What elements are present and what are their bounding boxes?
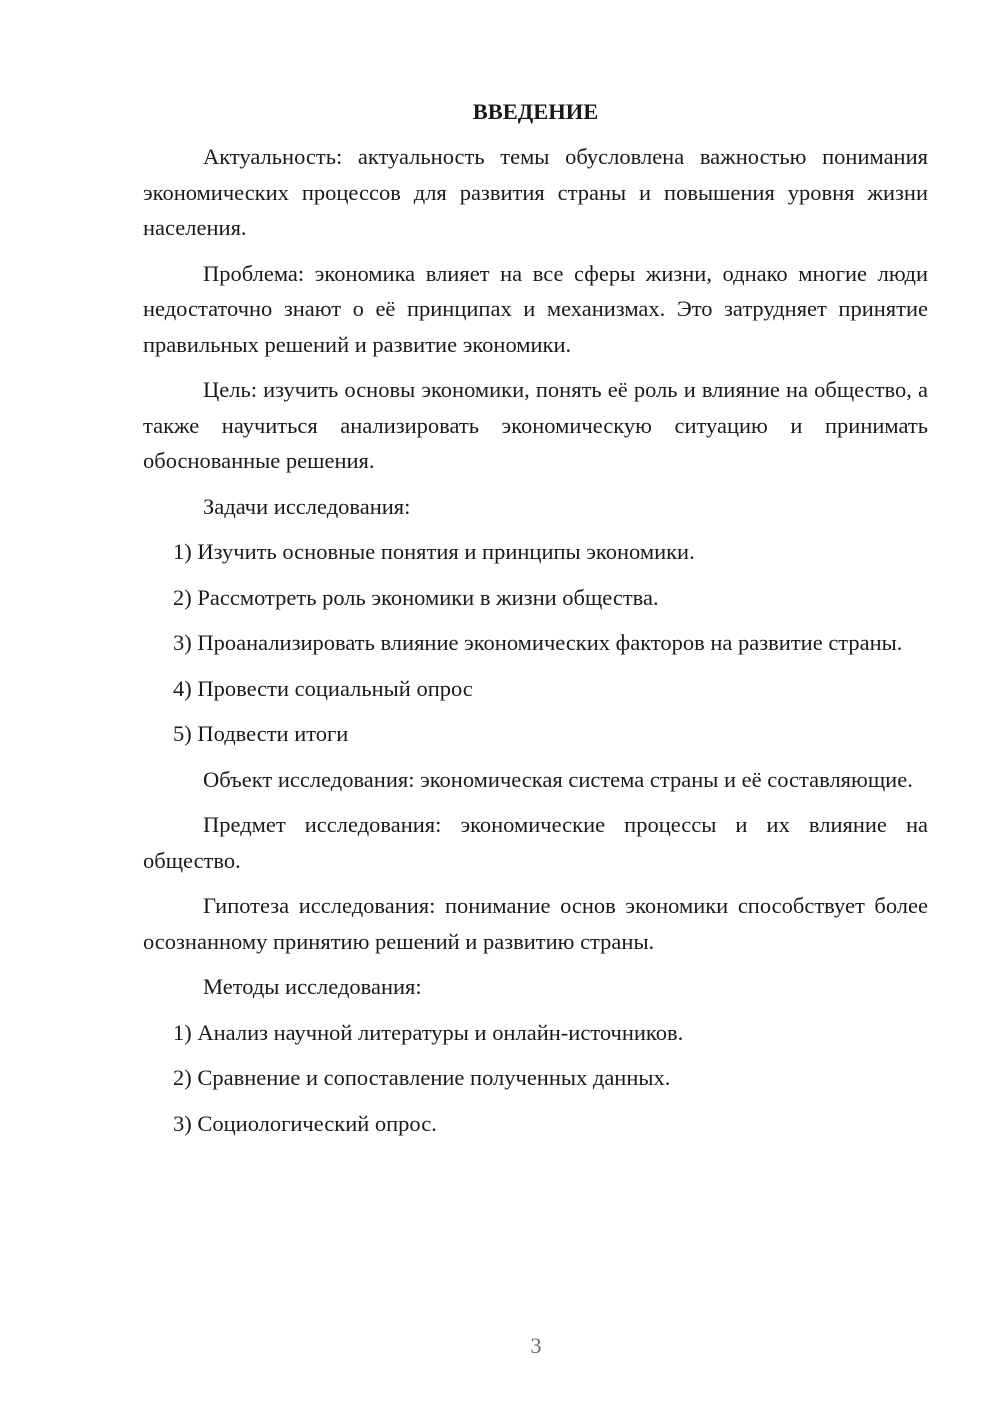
method-item: 1) Анализ научной литературы и онлайн-источников. bbox=[173, 1019, 684, 1045]
relevance-paragraph: Актуальность: актуальность темы обусловлена важностью понимания экономических процессов для развития страны и повышения уровня жизни населения. bbox=[143, 144, 928, 240]
task-item: 2) Рассмотреть роль экономики в жизни общества. bbox=[173, 584, 659, 610]
problem-paragraph: Проблема: экономика влияет на все сферы жизни, однако многие люди недостаточно знают о её принципах и механизмах. Это затрудняет принятие правильных решений и развитие экономики. bbox=[143, 260, 928, 357]
section-title: ВВЕДЕНИЕ bbox=[472, 99, 599, 124]
task-item: 3) Проанализировать влияние экономических факторов на развитие страны. bbox=[173, 630, 903, 655]
goal-paragraph: Цель: изучить основы экономики, понять её роль и влияние на общество, а также научиться анализировать экономическую ситуацию и принимать обоснованные решения. bbox=[143, 377, 928, 473]
object-paragraph: Объект исследования: экономическая система страны и её составляющие. bbox=[203, 766, 913, 792]
hypothesis-paragraph: Гипотеза исследования: понимание основ экономики способствует более осознанному принятию решений и развитию страны. bbox=[143, 893, 928, 954]
method-item: 2) Сравнение и сопоставление полученных данных. bbox=[173, 1065, 671, 1090]
methods-heading: Методы исследования: bbox=[203, 974, 422, 999]
page-number: 3 bbox=[530, 1333, 542, 1358]
page-content bbox=[143, 94, 928, 1151]
task-item: 4) Провести социальный опрос bbox=[173, 675, 473, 701]
tasks-heading: Задачи исследования: bbox=[203, 493, 411, 519]
method-item: 3) Социологический опрос. bbox=[173, 1110, 437, 1136]
subject-paragraph: Предмет исследования: экономические процессы и их влияние на общество. bbox=[143, 812, 928, 873]
task-item: 5) Подвести итоги bbox=[173, 721, 349, 746]
task-item: 1) Изучить основные понятия и принципы экономики. bbox=[173, 539, 695, 564]
